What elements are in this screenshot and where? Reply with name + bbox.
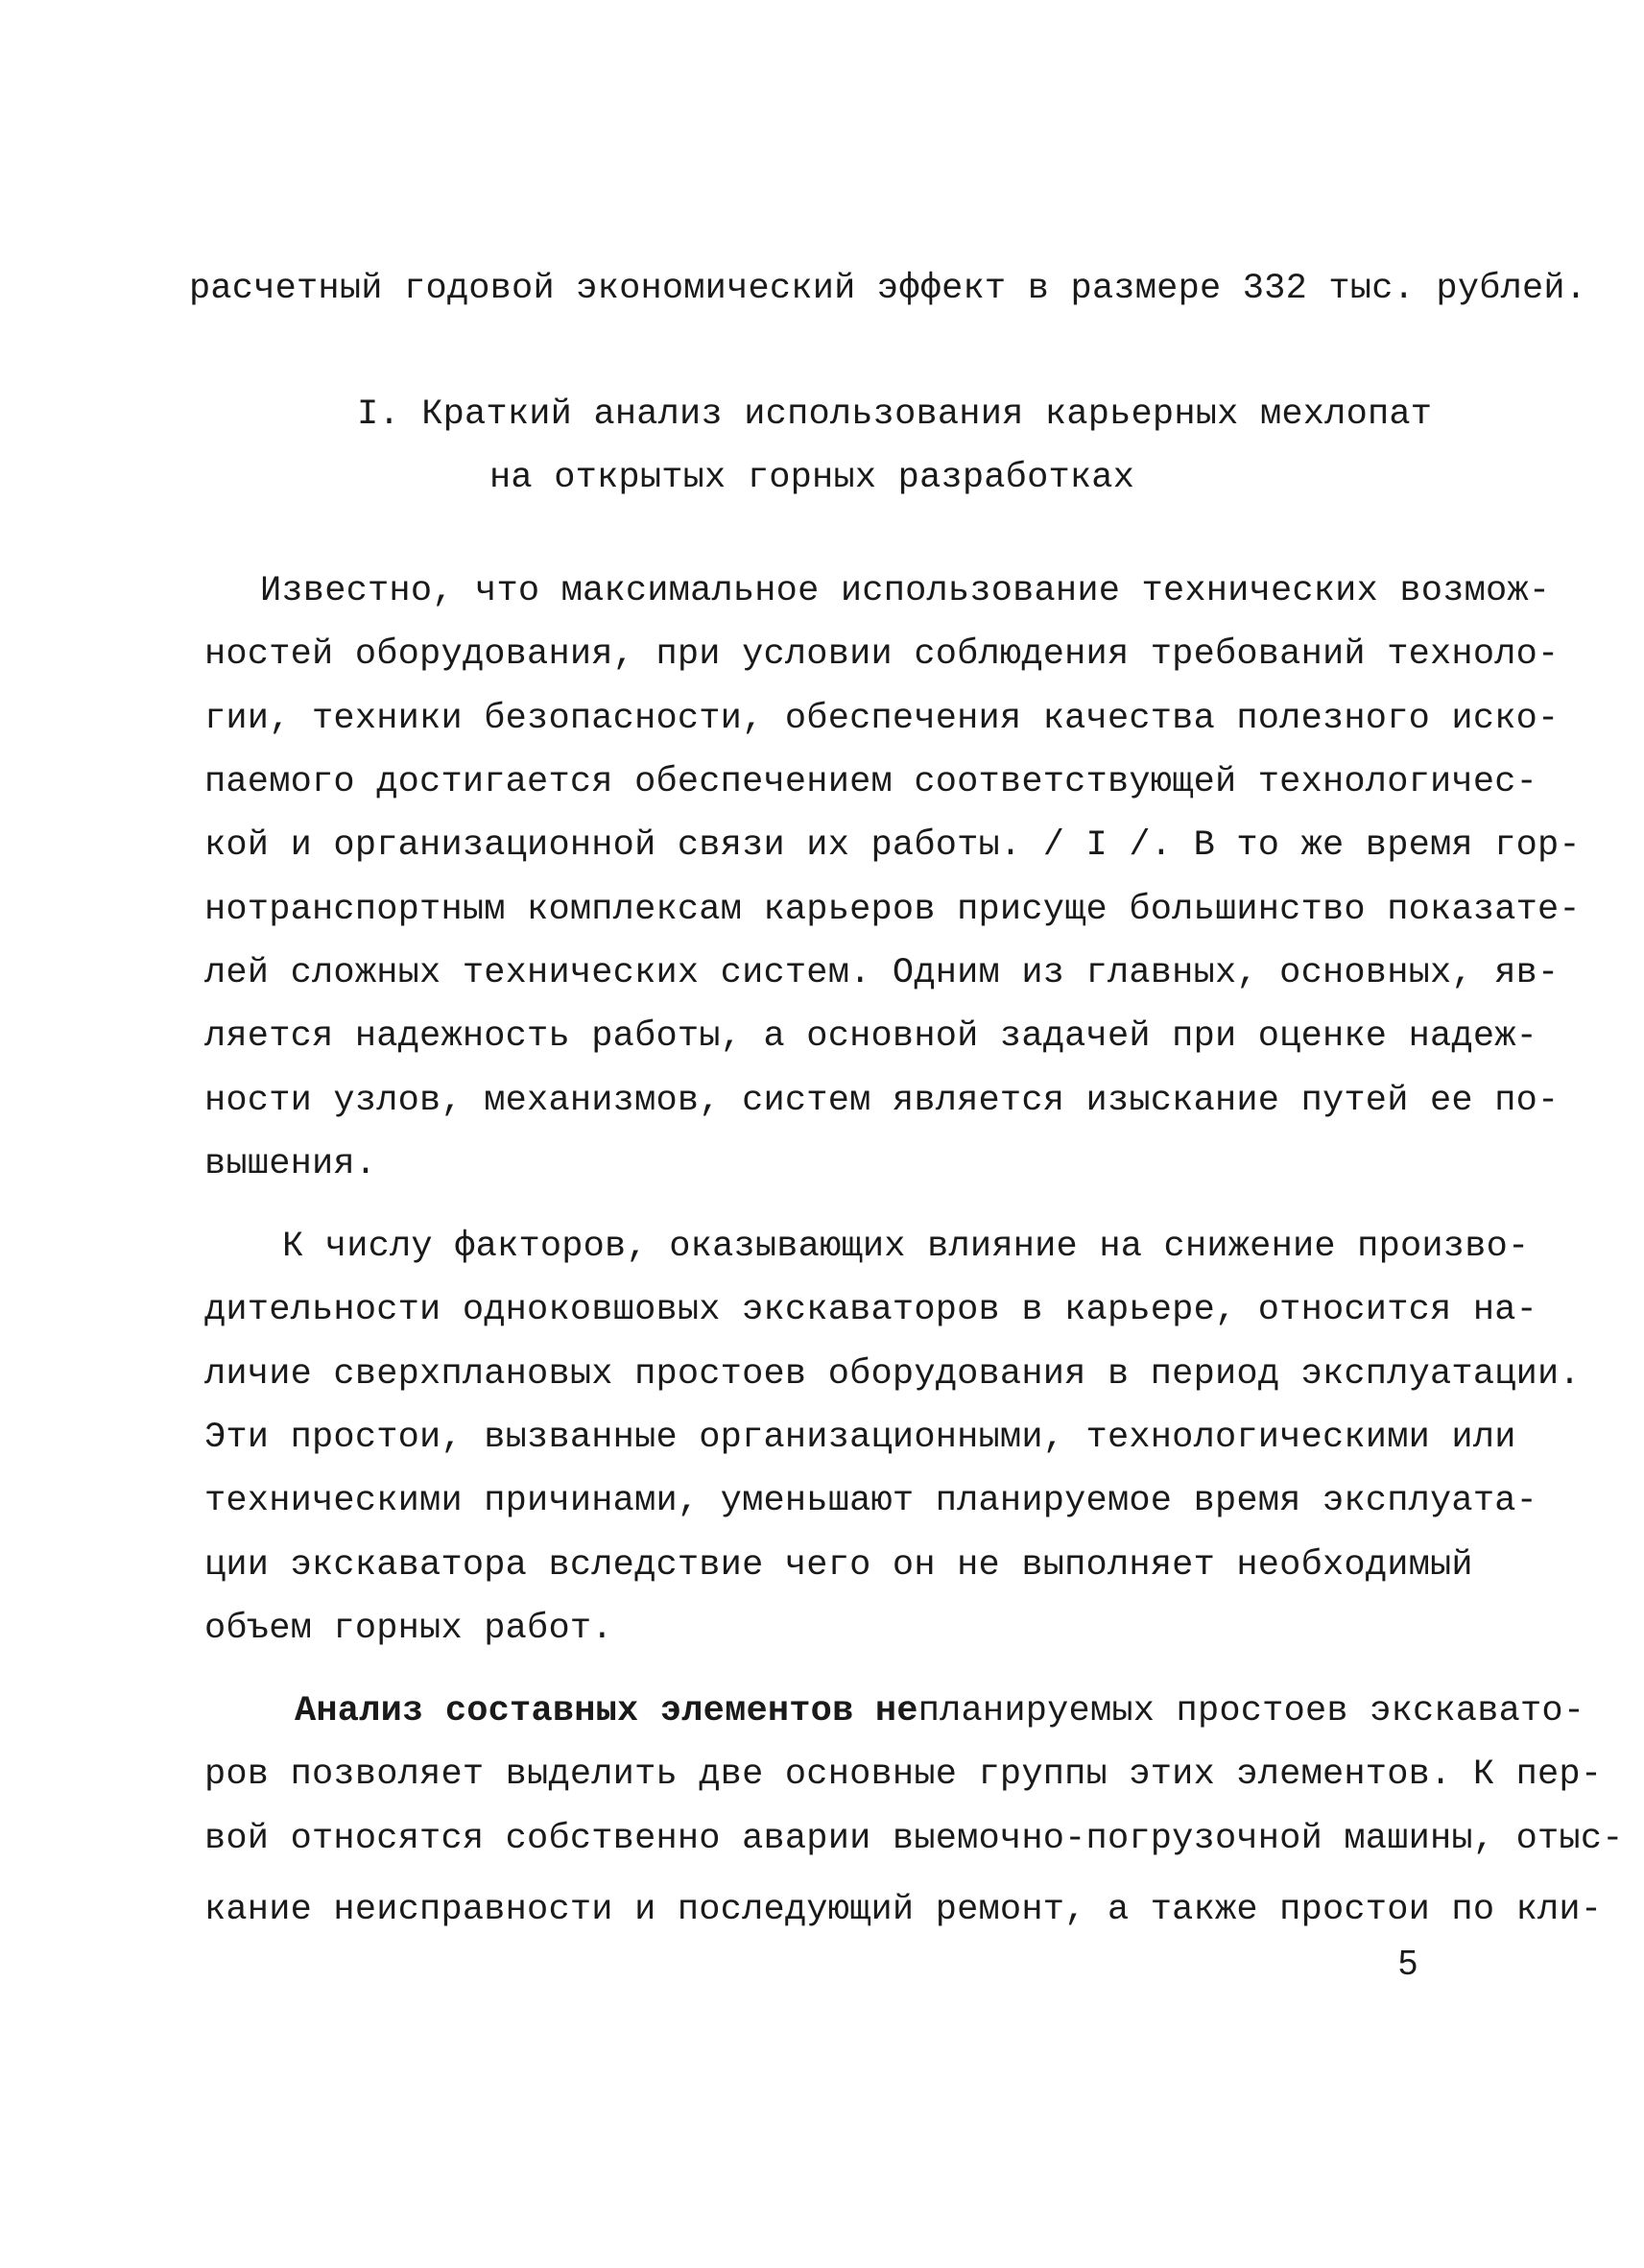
paragraph-line: Известно, что максимальное использование технических возмож- (260, 571, 1551, 611)
paragraph-line: нотранспортным комплексам карьеров присуще большинство показате- (204, 890, 1581, 930)
section-heading-line-1: I. Краткий анализ использования карьерных мехлопат (357, 394, 1433, 435)
paragraph-line (295, 1691, 1585, 1731)
paragraph-line: лей сложных технических систем. Одним из главных, основных, яв- (204, 953, 1560, 993)
paragraph-line: кание неисправности и последующий ремонт, а также простои по кли- (204, 1890, 1603, 1930)
paragraph-line: вышения. (204, 1144, 377, 1184)
paragraph-line: ностей оборудования, при условии соблюдения требований техноло- (204, 634, 1560, 675)
bold-run: Анализ составных элементов не (295, 1691, 918, 1731)
paragraph-line: ции экскаватора вследствие чего он не выполняет необходимый (204, 1545, 1473, 1586)
section-heading-line-2: на открытых горных разработках (489, 458, 1135, 498)
paragraph-line: личие сверхплановых простоев оборудования в период эксплуатации. (204, 1354, 1581, 1395)
paragraph-line: ляется надежность работы, а основной задачей при оценке надеж- (204, 1016, 1538, 1057)
paragraph-line: Эти простои, вызванные организационными, технологическими или (204, 1418, 1516, 1458)
paragraph-line: гии, техники безопасности, обеспечения качества полезного иско- (204, 699, 1560, 739)
paragraph-line: ров позволяет выделить две основные группы этих элементов. К пер- (204, 1755, 1603, 1795)
paragraph-line: объем горных работ. (204, 1609, 613, 1649)
paragraph-line: паемого достигается обеспечением соответствующей технологичес- (204, 762, 1538, 802)
paragraph-line: ности узлов, механизмов, систем является изыскание путей ее по- (204, 1081, 1560, 1121)
paragraph-line: К числу факторов, оказывающих влияние на снижение произво- (282, 1227, 1530, 1267)
paragraph-line: дительности одноковшовых экскаваторов в карьере, относится на- (204, 1290, 1538, 1330)
intro-line: расчетный годовой экономический эффект в размере 332 тыс. рублей. (189, 269, 1587, 309)
paragraph-line: кой и организационной связи их работы. / I /. В то же время гор- (204, 825, 1581, 866)
page-number: 5 (1398, 1943, 1418, 1982)
paragraph-line: вой относятся собственно аварии выемочно-погрузочной машины, отыс- (204, 1819, 1624, 1859)
regular-run: планируемых простоев экскавато- (917, 1691, 1585, 1731)
paragraph-line: техническими причинами, уменьшают планируемое время эксплуата- (204, 1481, 1538, 1521)
